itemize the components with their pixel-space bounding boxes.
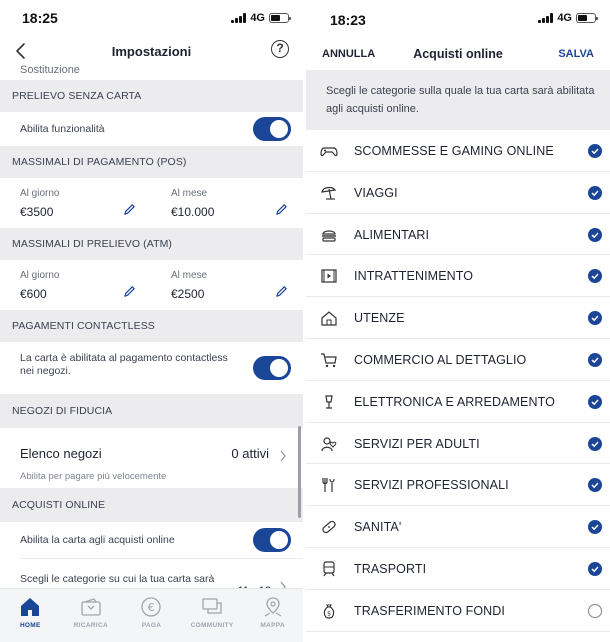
section-header-negozi: NEGOZI DI FIDUCIA xyxy=(0,394,303,428)
elenco-negozi-subtitle: Abilita per pagare più velocemente xyxy=(20,471,167,482)
euro-icon xyxy=(140,596,162,618)
tab-home-label: HOME xyxy=(19,622,41,629)
category-row[interactable] xyxy=(306,255,610,297)
checkbox-checked-icon[interactable] xyxy=(588,269,602,283)
status-bar xyxy=(0,0,303,34)
lamp-icon xyxy=(320,394,338,410)
category-row[interactable] xyxy=(306,172,610,214)
settings-list[interactable] xyxy=(0,64,303,588)
elenco-negozi-label: Elenco negozi xyxy=(20,446,102,461)
checkbox-checked-icon[interactable] xyxy=(588,186,602,200)
page-title: Acquisti online xyxy=(413,47,503,61)
category-list xyxy=(306,130,610,632)
checkbox-checked-icon[interactable] xyxy=(588,520,602,534)
category-row[interactable] xyxy=(306,381,610,423)
cutoff-text: Sostituzione xyxy=(20,64,80,76)
page-title: Impostazioni xyxy=(111,44,192,59)
status-time: 18:23 xyxy=(330,12,366,28)
battery-icon xyxy=(269,13,289,23)
chat-icon xyxy=(201,596,223,618)
massimali-atm-row xyxy=(0,260,303,310)
tab-ricarica-label: RICARICA xyxy=(73,622,108,629)
category-label: TRASPORTI xyxy=(354,561,427,576)
adult-icon xyxy=(320,436,338,452)
atm-day-label: Al giorno xyxy=(20,270,60,281)
tab-community-label: COMMUNITY xyxy=(190,622,234,629)
section-header-massimali-pos: MASSIMALI DI PAGAMENTO (POS) xyxy=(0,146,303,178)
pos-month-label: Al mese xyxy=(171,188,208,199)
cancel-button[interactable]: ANNULLA xyxy=(322,48,376,60)
help-icon[interactable]: ? xyxy=(271,40,289,58)
category-row[interactable] xyxy=(306,590,610,632)
category-row[interactable] xyxy=(306,506,610,548)
category-label: INTRATTENIMENTO xyxy=(354,269,474,284)
category-row[interactable] xyxy=(306,548,610,590)
section-header-prelievo-senza-carta: PRELIEVO SENZA CARTA xyxy=(0,80,303,112)
home-icon xyxy=(19,596,41,618)
category-label: SANITA' xyxy=(354,520,402,535)
acquisti-categories-text: Scegli le categorie su cui la tua carta sarà xyxy=(20,573,215,585)
acquisti-online-toggle[interactable] xyxy=(253,528,291,552)
burger-icon xyxy=(320,227,338,243)
pos-day-label: Al giorno xyxy=(20,188,60,199)
signal-icon xyxy=(538,13,553,23)
contactless-row xyxy=(0,342,303,394)
elenco-negozi-count: 0 attivi xyxy=(231,446,269,461)
pos-month-value: €10.000 xyxy=(171,205,215,219)
atm-day-value: €600 xyxy=(20,287,47,301)
checkbox-checked-icon[interactable] xyxy=(588,478,602,492)
contactless-text: La carta è abilitata al pagamento contactless nei negozi. xyxy=(20,352,228,377)
massimali-pos-row xyxy=(0,178,303,228)
elenco-negozi-row[interactable] xyxy=(0,428,303,488)
status-bar xyxy=(306,0,610,34)
checkbox-checked-icon[interactable] xyxy=(588,395,602,409)
checkbox-unchecked-icon[interactable] xyxy=(588,604,602,618)
contactless-toggle[interactable] xyxy=(253,356,291,380)
section-header-acquisti-online: ACQUISTI ONLINE xyxy=(0,488,303,522)
atm-month-value: €2500 xyxy=(171,287,205,301)
prelievo-senza-carta-toggle[interactable] xyxy=(253,117,291,141)
money-bag-icon xyxy=(320,603,338,619)
tab-paga[interactable] xyxy=(121,589,182,642)
category-label: SCOMMESSE E GAMING ONLINE xyxy=(354,144,554,158)
checkbox-checked-icon[interactable] xyxy=(588,437,602,451)
section-header-massimali-atm: MASSIMALI DI PRELIEVO (ATM) xyxy=(0,228,303,260)
tools-icon xyxy=(320,477,338,493)
category-label: COMMERCIO AL DETTAGLIO xyxy=(354,352,527,367)
tab-mappa[interactable] xyxy=(242,589,303,642)
section-header-contactless: PAGAMENTI CONTACTLESS xyxy=(0,310,303,342)
category-row[interactable] xyxy=(306,130,610,172)
tab-mappa-label: MAPPA xyxy=(260,622,285,629)
acquisti-online-label: Abilita la carta agli acquisti online xyxy=(20,534,175,546)
svg-text:€: € xyxy=(147,601,155,614)
category-label: ALIMENTARI xyxy=(354,227,430,242)
scrollbar[interactable] xyxy=(298,426,301,518)
category-row[interactable] xyxy=(306,214,610,256)
umbrella-icon xyxy=(320,185,338,201)
category-row[interactable] xyxy=(306,297,610,339)
status-icons xyxy=(538,12,596,24)
svg-text:$: $ xyxy=(327,610,331,618)
status-icons xyxy=(231,12,289,24)
category-label: UTENZE xyxy=(354,311,405,326)
cutoff-row xyxy=(0,64,303,80)
pos-day-value: €3500 xyxy=(20,205,54,219)
map-pin-icon xyxy=(262,596,284,618)
network-label: 4G xyxy=(557,12,572,24)
signal-icon xyxy=(231,13,246,23)
checkbox-checked-icon[interactable] xyxy=(588,144,602,158)
checkbox-checked-icon[interactable] xyxy=(588,311,602,325)
acquisti-online-row xyxy=(0,522,303,558)
online-purchases-screen xyxy=(306,0,610,642)
cart-icon xyxy=(320,352,338,368)
category-label: SERVIZI PER ADULTI xyxy=(354,436,480,451)
category-label: VIAGGI xyxy=(354,185,398,200)
tab-paga-label: PAGA xyxy=(141,622,162,629)
category-label: TRASFERIMENTO FONDI xyxy=(354,603,505,618)
film-icon xyxy=(320,268,338,284)
intro-text: Scegli le categorie sulla quale la tua carta sarà abilitata agli acquisti online. xyxy=(306,70,610,130)
bandage-icon xyxy=(320,519,338,535)
category-row[interactable] xyxy=(306,339,610,381)
network-label: 4G xyxy=(250,12,265,24)
prelievo-senza-carta-label: Abilita funzionalità xyxy=(20,123,105,135)
settings-screen xyxy=(0,0,303,642)
edit-pos-month-pencil-icon[interactable] xyxy=(275,203,288,216)
checkbox-checked-icon[interactable] xyxy=(588,353,602,367)
battery-icon xyxy=(576,13,596,23)
wallet-icon xyxy=(80,596,102,618)
tab-ricarica[interactable] xyxy=(61,589,122,642)
prelievo-senza-carta-row xyxy=(0,112,303,146)
save-button[interactable]: SALVA xyxy=(558,48,594,60)
edit-atm-day-pencil-icon[interactable] xyxy=(123,285,136,298)
bottom-tab-bar xyxy=(0,588,303,642)
status-time: 18:25 xyxy=(22,10,58,26)
category-label: ELETTRONICA E ARREDAMENTO xyxy=(354,394,555,409)
atm-month-label: Al mese xyxy=(171,270,208,281)
checkbox-checked-icon[interactable] xyxy=(588,562,602,576)
online-purchases-header xyxy=(306,34,610,74)
tab-home[interactable] xyxy=(0,589,61,642)
edit-pos-day-pencil-icon[interactable] xyxy=(123,203,136,216)
train-icon xyxy=(320,561,338,577)
category-label: SERVIZI PROFESSIONALI xyxy=(354,478,509,493)
category-row[interactable] xyxy=(306,423,610,465)
checkbox-checked-icon[interactable] xyxy=(588,228,602,242)
edit-atm-month-pencil-icon[interactable] xyxy=(275,285,288,298)
gamepad-icon xyxy=(320,143,338,159)
chevron-right-icon xyxy=(279,450,287,462)
house-icon xyxy=(320,310,338,326)
tab-community[interactable] xyxy=(182,589,243,642)
category-row[interactable] xyxy=(306,464,610,506)
